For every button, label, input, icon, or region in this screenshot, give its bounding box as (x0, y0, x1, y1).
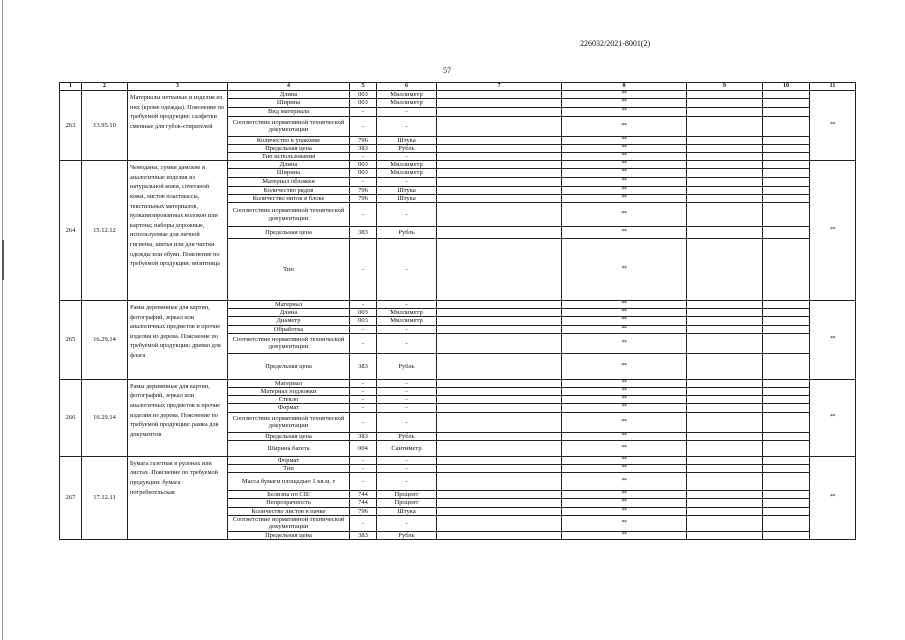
value-cell-9 (687, 473, 763, 491)
product-name: Бумага газетная в рулонах или листах. Пояснение по требуемой продукции: бумага потребительская (128, 456, 228, 539)
characteristic-name: Тип использования (228, 153, 350, 161)
okei-code: 744 (350, 499, 377, 507)
characteristic-name: Соответствие нормативной технической документации (228, 333, 350, 353)
okei-code: 003 (350, 317, 377, 325)
value-cell-8: ** (562, 194, 687, 202)
value-cell-10 (763, 194, 810, 202)
okei-code: - (350, 412, 377, 432)
characteristic-name: Количество в упаковке (228, 136, 350, 144)
value-cell-9 (687, 186, 763, 194)
value-cell-9 (687, 317, 763, 325)
value-cell-7 (437, 136, 562, 144)
characteristic-name: Материал (228, 301, 350, 309)
value-cell-9 (687, 116, 763, 136)
value-cell-10 (763, 531, 810, 539)
characteristic-name: Количество рядов (228, 186, 350, 194)
value-cell-10 (763, 465, 810, 473)
value-cell-8: ** (562, 177, 687, 186)
column-header: 11 (810, 83, 856, 91)
okei-code: 796 (350, 136, 377, 144)
value-cell-8: ** (562, 491, 687, 499)
characteristic-name: Предельная цена (228, 144, 350, 152)
unit-name: Миллиметр (377, 99, 437, 107)
unit-name: Рубль (377, 353, 437, 379)
okpd-code: 16.29.14 (82, 379, 128, 456)
value-cell-9 (687, 194, 763, 202)
value-cell-9 (687, 91, 763, 99)
value-cell-10 (763, 144, 810, 152)
value-cell-7 (437, 161, 562, 169)
value-cell-7 (437, 412, 562, 432)
value-cell-10 (763, 507, 810, 515)
okei-code: - (350, 515, 377, 531)
page-number: 57 (443, 66, 451, 75)
unit-name: Миллиметр (377, 309, 437, 317)
value-cell-8: ** (562, 456, 687, 464)
value-cell-9 (687, 177, 763, 186)
value-cell-10 (763, 309, 810, 317)
row-total-mark: ** (810, 161, 856, 301)
unit-name: Миллиметр (377, 317, 437, 325)
header-row (60, 83, 856, 91)
characteristic-name: Длина (228, 91, 350, 99)
unit-name: - (377, 325, 437, 333)
characteristic-name: Предельная цена (228, 353, 350, 379)
value-cell-8: ** (562, 379, 687, 387)
value-cell-8: ** (562, 465, 687, 473)
value-cell-8: ** (562, 507, 687, 515)
value-cell-10 (763, 499, 810, 507)
value-cell-8: ** (562, 116, 687, 136)
value-cell-10 (763, 396, 810, 404)
okei-code: 003 (350, 91, 377, 99)
unit-name: Сантиметр (377, 440, 437, 456)
value-cell-8: ** (562, 99, 687, 107)
value-cell-10 (763, 473, 810, 491)
characteristic-name: Ширина (228, 169, 350, 177)
characteristic-name: Формат (228, 404, 350, 412)
characteristic-name: Длина (228, 309, 350, 317)
value-cell-9 (687, 227, 763, 239)
okei-code: 796 (350, 186, 377, 194)
value-cell-7 (437, 99, 562, 107)
column-header: 5 (350, 83, 377, 91)
value-cell-8: ** (562, 499, 687, 507)
value-cell-9 (687, 301, 763, 309)
okei-code: 383 (350, 432, 377, 440)
value-cell-9 (687, 499, 763, 507)
okei-code: - (350, 116, 377, 136)
unit-name: Штука (377, 136, 437, 144)
column-header: 3 (128, 83, 228, 91)
characteristic-name: Вид материала (228, 107, 350, 116)
row-number: 263 (60, 91, 82, 161)
value-cell-9 (687, 99, 763, 107)
column-header: 9 (687, 83, 763, 91)
okei-code: 796 (350, 194, 377, 202)
value-cell-8: ** (562, 473, 687, 491)
unit-name: - (377, 153, 437, 161)
value-cell-8: ** (562, 227, 687, 239)
value-cell-7 (437, 194, 562, 202)
value-cell-9 (687, 153, 763, 161)
value-cell-8: ** (562, 317, 687, 325)
okpd-code: 17.12.11 (82, 456, 128, 539)
characteristic-name: Количество листов в пачке (228, 507, 350, 515)
value-cell-10 (763, 317, 810, 325)
value-cell-8: ** (562, 440, 687, 456)
product-name: Рамы деревянные для картин, фотографий, зеркал или аналогичных предметов и прочие изделия из дерева. Пояснение по требуемой продукции: рамка для документов (128, 379, 228, 456)
value-cell-7 (437, 531, 562, 539)
value-cell-8: ** (562, 186, 687, 194)
value-cell-8: ** (562, 91, 687, 99)
value-cell-10 (763, 91, 810, 99)
value-cell-7 (437, 153, 562, 161)
value-cell-8: ** (562, 333, 687, 353)
okei-code: - (350, 107, 377, 116)
value-cell-8: ** (562, 107, 687, 116)
value-cell-10 (763, 239, 810, 301)
value-cell-10 (763, 456, 810, 464)
table-row (60, 456, 856, 464)
okei-code: 383 (350, 531, 377, 539)
value-cell-10 (763, 107, 810, 116)
unit-name: Процент (377, 499, 437, 507)
value-cell-8: ** (562, 203, 687, 227)
value-cell-8: ** (562, 144, 687, 152)
value-cell-9 (687, 404, 763, 412)
value-cell-10 (763, 116, 810, 136)
row-total-mark: ** (810, 456, 856, 539)
okei-code: 383 (350, 353, 377, 379)
value-cell-9 (687, 107, 763, 116)
column-header: 8 (562, 83, 687, 91)
product-name: Чемоданы, сумки дамские и аналогичные изделия из натуральной кожи, сочетаной кожи, листов пластмассы, текстильных материалов, вулканизированных волокон или картона; наборы дорожные, используемые для личной гигиены, шитья или для чистки одежды или обуви. Пояснение по требуемой продукции: визитница (128, 161, 228, 301)
unit-name: - (377, 239, 437, 301)
value-cell-7 (437, 440, 562, 456)
product-name: Материалы нетканые и изделия из них (кроме одежды). Пояснение по требуемой продукции: салфетки сменные для губок-стирателей (128, 91, 228, 161)
table-row (60, 161, 856, 169)
value-cell-7 (437, 333, 562, 353)
okei-code: - (350, 404, 377, 412)
value-cell-9 (687, 507, 763, 515)
value-cell-7 (437, 186, 562, 194)
value-cell-10 (763, 153, 810, 161)
value-cell-8: ** (562, 412, 687, 432)
value-cell-7 (437, 301, 562, 309)
value-cell-8: ** (562, 309, 687, 317)
okei-code: - (350, 333, 377, 353)
value-cell-10 (763, 177, 810, 186)
value-cell-10 (763, 227, 810, 239)
value-cell-8: ** (562, 531, 687, 539)
value-cell-9 (687, 515, 763, 531)
okei-code: 796 (350, 507, 377, 515)
okei-code: 383 (350, 227, 377, 239)
value-cell-7 (437, 491, 562, 499)
row-number: 264 (60, 161, 82, 301)
unit-name: - (377, 177, 437, 186)
value-cell-7 (437, 432, 562, 440)
value-cell-7 (437, 309, 562, 317)
unit-name: Рубль (377, 144, 437, 152)
value-cell-7 (437, 177, 562, 186)
value-cell-9 (687, 239, 763, 301)
value-cell-10 (763, 325, 810, 333)
okei-code: - (350, 388, 377, 396)
value-cell-10 (763, 388, 810, 396)
okpd-code: 13.95.10 (82, 91, 128, 161)
value-cell-8: ** (562, 239, 687, 301)
okei-code: - (350, 473, 377, 491)
value-cell-9 (687, 203, 763, 227)
characteristic-name: Стекло (228, 396, 350, 404)
value-cell-7 (437, 507, 562, 515)
row-number: 267 (60, 456, 82, 539)
characteristic-name: Материал подложки (228, 388, 350, 396)
value-cell-7 (437, 499, 562, 507)
value-cell-10 (763, 333, 810, 353)
value-cell-10 (763, 136, 810, 144)
value-cell-8: ** (562, 301, 687, 309)
value-cell-10 (763, 491, 810, 499)
value-cell-10 (763, 432, 810, 440)
value-cell-7 (437, 107, 562, 116)
value-cell-9 (687, 136, 763, 144)
unit-name: Рубль (377, 531, 437, 539)
characteristic-name: Непрозрачность (228, 499, 350, 507)
row-number: 265 (60, 301, 82, 380)
value-cell-7 (437, 404, 562, 412)
value-cell-9 (687, 531, 763, 539)
column-header: 4 (228, 83, 350, 91)
value-cell-8: ** (562, 136, 687, 144)
unit-name: - (377, 116, 437, 136)
value-cell-8: ** (562, 432, 687, 440)
characteristic-name: Соответствие нормативной технической документации (228, 412, 350, 432)
value-cell-7 (437, 465, 562, 473)
okei-code: - (350, 325, 377, 333)
value-cell-10 (763, 186, 810, 194)
value-cell-9 (687, 388, 763, 396)
unit-name: - (377, 379, 437, 387)
document-number: 226032/2021-8001(2) (580, 39, 651, 48)
value-cell-7 (437, 116, 562, 136)
characteristic-name: Диаметр (228, 317, 350, 325)
column-header: 1 (60, 83, 82, 91)
value-cell-7 (437, 379, 562, 387)
value-cell-7 (437, 388, 562, 396)
value-cell-9 (687, 333, 763, 353)
unit-name: Штука (377, 507, 437, 515)
value-cell-8: ** (562, 325, 687, 333)
okpd-code: 16.29.14 (82, 301, 128, 380)
table-row (60, 301, 856, 309)
unit-name: - (377, 465, 437, 473)
okei-code: 383 (350, 144, 377, 152)
okei-code: - (350, 396, 377, 404)
value-cell-10 (763, 379, 810, 387)
characteristic-name: Ширина багета (228, 440, 350, 456)
value-cell-9 (687, 161, 763, 169)
characteristic-name: Соответствие нормативной технической документации (228, 515, 350, 531)
okei-code: - (350, 177, 377, 186)
unit-name: Штука (377, 194, 437, 202)
value-cell-8: ** (562, 161, 687, 169)
characteristic-name: Предельная цена (228, 227, 350, 239)
value-cell-8: ** (562, 404, 687, 412)
unit-name: - (377, 412, 437, 432)
value-cell-7 (437, 227, 562, 239)
value-cell-8: ** (562, 353, 687, 379)
okei-code: - (350, 203, 377, 227)
value-cell-8: ** (562, 515, 687, 531)
value-cell-10 (763, 161, 810, 169)
characteristic-name: Количество ниток в блоке (228, 194, 350, 202)
okei-code: 003 (350, 309, 377, 317)
value-cell-7 (437, 456, 562, 464)
value-cell-9 (687, 440, 763, 456)
characteristic-name: Предельная цена (228, 432, 350, 440)
value-cell-9 (687, 491, 763, 499)
value-cell-10 (763, 203, 810, 227)
unit-name: - (377, 388, 437, 396)
value-cell-8: ** (562, 153, 687, 161)
value-cell-9 (687, 412, 763, 432)
product-name: Рамы деревянные для картин, фотографий, зеркал или аналогичных предметов и прочие изделия из дерева. Пояснение по требуемой продукции: древко для флага (128, 301, 228, 380)
unit-name: Миллиметр (377, 161, 437, 169)
column-header: 2 (82, 83, 128, 91)
characteristic-name: Материал (228, 379, 350, 387)
okei-code: - (350, 301, 377, 309)
characteristic-name: Масса бумаги площадью 1 кв.м, г (228, 473, 350, 491)
unit-name: - (377, 456, 437, 464)
column-header: 6 (377, 83, 437, 91)
okei-code: 003 (350, 99, 377, 107)
okei-code: - (350, 465, 377, 473)
characteristic-name: Соответствие нормативной технической документации (228, 203, 350, 227)
characteristic-name: Ширина (228, 99, 350, 107)
value-cell-9 (687, 325, 763, 333)
characteristic-name: Обработка (228, 325, 350, 333)
unit-name: Рубль (377, 227, 437, 239)
value-cell-7 (437, 239, 562, 301)
characteristic-name: Формат (228, 456, 350, 464)
unit-name: Миллиметр (377, 169, 437, 177)
scan-edge-mark (2, 240, 4, 280)
column-header: 7 (437, 83, 562, 91)
table-row (60, 379, 856, 387)
value-cell-7 (437, 515, 562, 531)
okei-code: - (350, 456, 377, 464)
value-cell-9 (687, 169, 763, 177)
okei-code: 744 (350, 491, 377, 499)
value-cell-9 (687, 309, 763, 317)
characteristic-name: Белизна по CIE (228, 491, 350, 499)
characteristic-name: Длина (228, 161, 350, 169)
unit-name: - (377, 107, 437, 116)
okei-code: 003 (350, 161, 377, 169)
unit-name: - (377, 396, 437, 404)
column-header: 10 (763, 83, 810, 91)
value-cell-7 (437, 353, 562, 379)
okei-code: - (350, 153, 377, 161)
row-total-mark: ** (810, 91, 856, 161)
okpd-code: 15.12.12 (82, 161, 128, 301)
characteristic-name: Соответствие нормативной технической документации (228, 116, 350, 136)
value-cell-8: ** (562, 169, 687, 177)
value-cell-10 (763, 404, 810, 412)
value-cell-10 (763, 301, 810, 309)
okei-code: 003 (350, 169, 377, 177)
value-cell-9 (687, 144, 763, 152)
value-cell-9 (687, 432, 763, 440)
unit-name: - (377, 301, 437, 309)
row-number: 266 (60, 379, 82, 456)
unit-name: - (377, 515, 437, 531)
value-cell-7 (437, 325, 562, 333)
value-cell-7 (437, 203, 562, 227)
characteristic-name: Тип (228, 239, 350, 301)
value-cell-8: ** (562, 388, 687, 396)
unit-name: - (377, 203, 437, 227)
value-cell-10 (763, 440, 810, 456)
value-cell-10 (763, 99, 810, 107)
value-cell-10 (763, 169, 810, 177)
okei-code: - (350, 379, 377, 387)
value-cell-10 (763, 412, 810, 432)
value-cell-8: ** (562, 396, 687, 404)
value-cell-7 (437, 144, 562, 152)
okei-code: 004 (350, 440, 377, 456)
unit-name: Рубль (377, 432, 437, 440)
catalog-table (59, 82, 856, 540)
characteristic-name: Тип (228, 465, 350, 473)
value-cell-10 (763, 353, 810, 379)
value-cell-9 (687, 456, 763, 464)
unit-name: Миллиметр (377, 91, 437, 99)
value-cell-10 (763, 515, 810, 531)
unit-name: Штука (377, 186, 437, 194)
unit-name: Процент (377, 491, 437, 499)
row-total-mark: ** (810, 379, 856, 456)
row-total-mark: ** (810, 301, 856, 380)
value-cell-9 (687, 396, 763, 404)
value-cell-9 (687, 353, 763, 379)
unit-name: - (377, 473, 437, 491)
value-cell-7 (437, 317, 562, 325)
characteristic-name: Материал обложки (228, 177, 350, 186)
okei-code: - (350, 239, 377, 301)
value-cell-7 (437, 396, 562, 404)
value-cell-9 (687, 465, 763, 473)
unit-name: - (377, 404, 437, 412)
value-cell-9 (687, 379, 763, 387)
value-cell-7 (437, 169, 562, 177)
scan-edge-line (2, 0, 3, 640)
table-row (60, 91, 856, 99)
unit-name: - (377, 333, 437, 353)
characteristic-name: Предельная цена (228, 531, 350, 539)
value-cell-7 (437, 473, 562, 491)
value-cell-7 (437, 91, 562, 99)
